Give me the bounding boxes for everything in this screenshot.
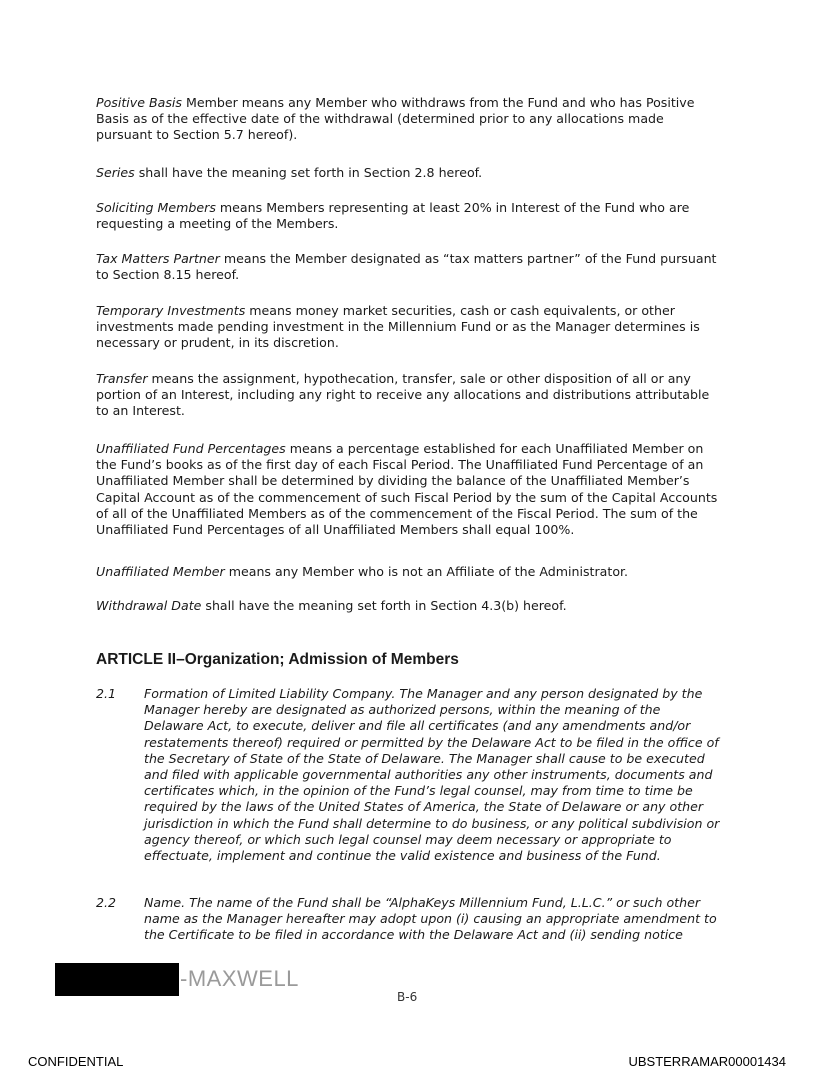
definition-text: shall have the meaning set forth in Section 2.8 hereof. [134,165,483,180]
section-number: 2.2 [96,895,117,910]
definition-text: means any Member who is not an Affiliate of the Administrator. [224,564,629,579]
definition-text: means Members representing at least 20% in Interest of the Fund who are requesting a meeting of the Members. [96,200,690,232]
page-number: B-6 [397,990,418,1004]
definition-soliciting-members [96,200,721,232]
footer-bates-number: UBSTERRAMAR00001434 [628,1054,786,1069]
defined-term: Tax Matters Partner [96,251,220,266]
section-text: Formation of Limited Liability Company. The Manager and any person designated by the Manager hereby are designated as authorized persons, within the meaning of the Delaware Act, to execute, deliver and file all certificates (and any amendments and/or restatements thereof) required or permitted by the Delaware Act to be filed in the office of the Secretary of State of the State of Delaware. The Manager shall cause to be executed and filed with applicable governmental authorities any other instruments, documents and certificates which, in the opinion of the Fund’s legal counsel, may from time to time be required by the laws of the United States of America, the State of Delaware or any other jurisdiction in which the Fund shall determine to do business, or any political subdivision or agency thereof, or which such legal counsel may deem necessary or appropriate to effectuate, implement and continue the valid existence and business of the Fund. [144,686,720,864]
defined-term: Unaffiliated Fund Percentages [96,441,286,456]
footer-confidential: CONFIDENTIAL [28,1054,124,1069]
definition-text: means the assignment, hypothecation, transfer, sale or other disposition of all or any portion of an Interest, including any right to receive any allocations and distributions attributable to an Interest. [96,371,710,419]
defined-term: Positive Basis [96,95,182,110]
defined-term: Withdrawal Date [96,598,202,613]
definition-unaffiliated-member [96,564,721,580]
defined-term: Transfer [96,371,148,386]
bates-stamp: -MAXWELL [180,966,299,991]
definition-text: means the Member designated as “tax matters partner” of the Fund pursuant to Section 8.15 hereof. [96,251,717,283]
section-number: 2.1 [96,686,117,701]
redaction-box [55,963,179,996]
defined-term: Unaffiliated Member [96,564,225,579]
definition-tax-matters-partner [96,251,721,283]
section-text: Name. The name of the Fund shall be “AlphaKeys Millennium Fund, L.L.C.” or such other name as the Manager hereafter may adopt upon (i) causing an appropriate amendment to the Certificate to be filed in accordance with the Delaware Act and (ii) sending notice [144,895,717,943]
definition-temporary-investments [96,303,721,352]
definition-series [96,165,721,181]
definition-unaffiliated-fund-percentages [96,441,721,538]
definition-text: means a percentage established for each Unaffiliated Member on the Fund’s books as of the first day of each Fiscal Period. The Unaffiliated Fund Percentage of an Unaffiliated Member shall be determined by dividing the balance of the Unaffiliated Member’s Capital Account as of the commencement of such Fiscal Period by the sum of the Capital Accounts of all of the Unaffiliated Members as of the commencement of the Fiscal Period. The sum of the Unaffiliated Fund Percentages of all Unaffiliated Members shall equal 100%. [96,441,718,538]
defined-term: Series [96,165,135,180]
article-heading: ARTICLE II–Organization; Admission of Members [96,651,459,668]
definition-text: means money market securities, cash or cash equivalents, or other investments made pending investment in the Millennium Fund or as the Manager determines is necessary or prudent, in its discretion. [96,303,700,351]
defined-term: Soliciting Members [96,200,216,215]
defined-term: Temporary Investments [96,303,246,318]
definition-transfer [96,371,721,420]
definition-positive-basis [96,95,721,144]
definition-text: Member means any Member who withdraws from the Fund and who has Positive Basis as of the effective date of the withdrawal (determined prior to any allocations made pursuant to Section 5.7 hereof). [96,95,695,143]
definition-withdrawal-date [96,598,721,614]
definition-text: shall have the meaning set forth in Section 4.3(b) hereof. [201,598,567,613]
